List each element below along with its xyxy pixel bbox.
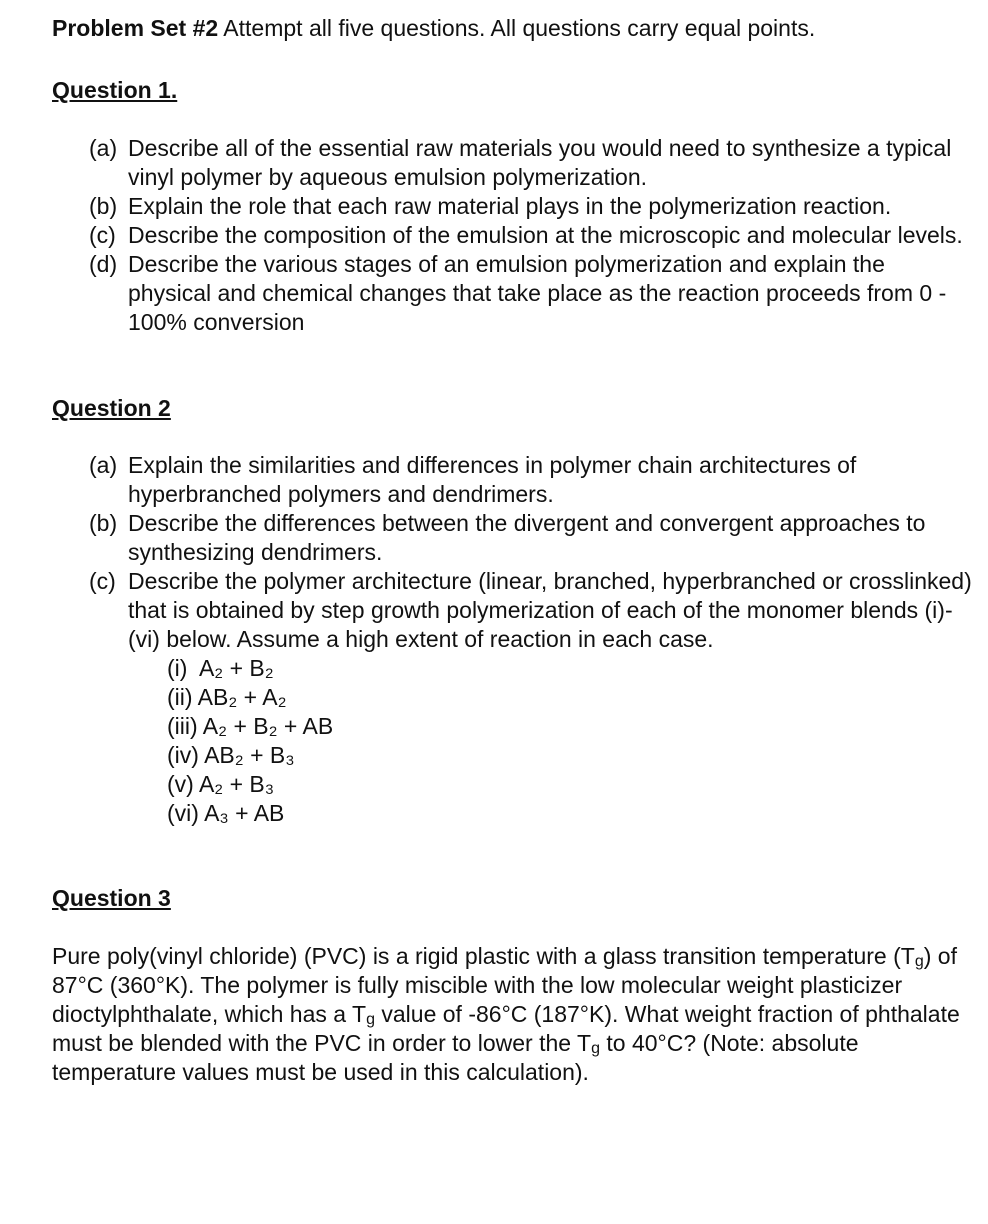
blend-label: (vi) — [167, 800, 199, 826]
part-label: (a) — [89, 452, 118, 478]
monomer-blend-item — [167, 799, 972, 828]
monomer-blend-item — [167, 741, 972, 770]
q3-text-4: to 40°C? (Note: absolute temperature values must be used in this calculation). — [52, 1030, 859, 1085]
question-2-part-a — [52, 451, 972, 509]
blend-label: (ii) — [167, 684, 193, 710]
blend-label: (i) — [167, 655, 188, 681]
question-1-part-b — [52, 192, 972, 221]
subscript-g: g — [591, 1040, 600, 1057]
monomer-blend-item — [167, 770, 972, 799]
monomer-blend-list — [52, 654, 972, 828]
subscript-g: g — [366, 1011, 375, 1028]
question-1-part-c — [52, 221, 972, 250]
page-title — [52, 14, 972, 43]
question-2-part-c — [52, 567, 972, 654]
blend-formula: A₃ + AB — [204, 800, 285, 826]
subscript-g: g — [914, 953, 924, 970]
part-label: (b) — [89, 193, 118, 219]
q3-text-1: Pure poly(vinyl chloride) (PVC) is a rigid plastic with a glass transition temperature (T — [52, 943, 915, 969]
question-2-parts — [52, 451, 972, 654]
part-label: (b) — [89, 510, 118, 536]
q3-text-2: ) of 87°C (360°K). The polymer is fully miscible with the low molecular weight plasticizer dioctylphthalate, which has a T — [52, 943, 957, 1027]
title-instructions: Attempt all five questions. All questions carry equal points. — [218, 15, 816, 41]
blend-label: (v) — [167, 771, 194, 797]
part-text: Explain the similarities and differences in polymer chain architectures of hyperbranched polymers and dendrimers. — [128, 452, 857, 507]
blend-formula: AB₂ + A₂ — [197, 684, 287, 710]
part-label: (d) — [89, 251, 118, 277]
part-text: Describe the various stages of an emulsion polymerization and explain the physical and chemical changes that take place as the reaction proceeds from 0 - 100% conversion — [128, 251, 947, 335]
problem-set-page — [52, 14, 972, 1087]
part-text: Describe all of the essential raw materials you would need to synthesize a typical vinyl polymer by aqueous emulsion polymerization. — [128, 135, 952, 190]
monomer-blend-item — [167, 683, 972, 712]
monomer-blend-item — [167, 654, 972, 683]
question-2-heading: Question 2 — [52, 395, 171, 421]
blend-formula: AB₂ + B₃ — [204, 742, 295, 768]
blend-formula: A₂ + B₂ — [198, 655, 274, 681]
blend-label: (iv) — [167, 742, 199, 768]
part-label: (a) — [89, 135, 118, 161]
monomer-blend-item — [167, 712, 972, 741]
part-label: (c) — [89, 568, 116, 594]
question-3-heading: Question 3 — [52, 885, 171, 911]
blend-formula: A₂ + B₃ — [198, 771, 275, 797]
title-bold: Problem Set #2 — [52, 15, 219, 41]
blend-formula: A₂ + B₂ + AB — [202, 713, 334, 739]
part-text: Describe the composition of the emulsion at the microscopic and molecular levels. — [128, 222, 963, 248]
part-text: Explain the role that each raw material plays in the polymerization reaction. — [128, 193, 892, 219]
question-3-body — [52, 942, 972, 1087]
question-2-part-b — [52, 509, 972, 567]
q3-text-3: value of -86°C (187°K). What weight fraction of phthalate must be blended with the PVC in order to lower the T — [52, 1001, 960, 1056]
part-text: Describe the differences between the divergent and convergent approaches to synthesizing dendrimers. — [128, 510, 926, 565]
question-1-part-a — [52, 134, 972, 192]
question-1-parts — [52, 134, 972, 337]
question-1-heading: Question 1. — [52, 77, 178, 103]
blend-label: (iii) — [167, 713, 198, 739]
question-1-part-d — [52, 250, 972, 337]
part-label: (c) — [89, 222, 116, 248]
part-text: Describe the polymer architecture (linear, branched, hyperbranched or crosslinked) that is obtained by step growth polymerization of each of the monomer blends (i)-(vi) below. Assume a high extent of reaction in each case. — [128, 568, 972, 652]
